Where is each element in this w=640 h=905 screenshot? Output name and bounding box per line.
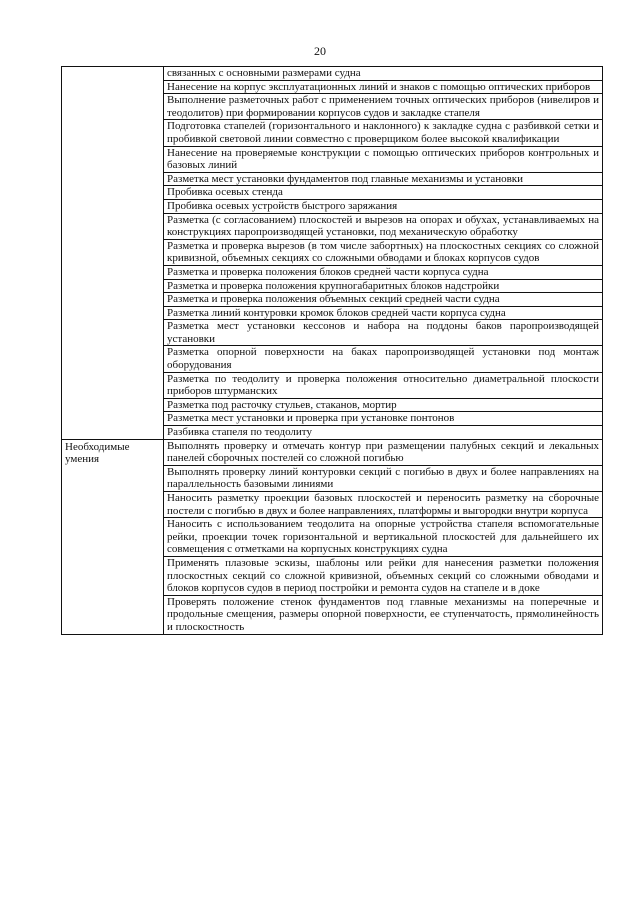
table-row [62, 439, 603, 465]
table-row [62, 67, 603, 81]
table-cell-text: Нанесение на проверяемые конструкции с помощью оптических приборов контрольных и базовых линий [164, 146, 603, 172]
table-cell-text: Наносить разметку проекции базовых плоскостей и переносить разметку на сборочные постели с погибью в двух и более направлениях, платформы и выгородки внутри корпуса [164, 492, 603, 518]
table-cell-text: связанных с основными размерами судна [164, 67, 603, 81]
table-cell-text: Разметка мест установки и проверка при установке понтонов [164, 412, 603, 426]
table-cell-text: Разметка мест установки фундаментов под главные механизмы и установки [164, 172, 603, 186]
table-cell-text: Разметка и проверка положения объемных секций средней части судна [164, 293, 603, 307]
table-cell-text: Применять плазовые эскизы, шаблоны или рейки для нанесения разметки положения плоскостных секций со сложной кривизной, объемных секций со сложными обводами и блоков корпусов судов в период постройки и ремонта судов на стапеле и в доке [164, 556, 603, 595]
table-cell-text: Разметка опорной поверхности на баках паропроизводящей установки под монтаж оборудования [164, 346, 603, 372]
table-cell-text: Разметка и проверка положения крупногабаритных блоков надстройки [164, 279, 603, 293]
row-group-label [62, 67, 164, 440]
table-cell-text: Пробивка осевых устройств быстрого заряжания [164, 199, 603, 213]
page-number: 20 [314, 44, 326, 58]
table-cell-text: Разметка и проверка вырезов (в том числе забортных) на плоскостных секциях со сложной кривизной, объемных секциях со сложными обводами и блоках корпусов судов [164, 239, 603, 265]
table-cell-text: Разметка линий контуровки кромок блоков средней части корпуса судна [164, 306, 603, 320]
table-cell-text: Разметка мест установки кессонов и набора на поддоны баков паропроизводящей установки [164, 320, 603, 346]
row-group-label: Необходимые умения [62, 439, 164, 634]
table-cell-text: Проверять положение стенок фундаментов под главные механизмы на поперечные и продольные смещения, размеры опорной поверхности, ее ступенчатость, прямолинейность и плоскостность [164, 595, 603, 634]
table-cell-text: Наносить с использованием теодолита на опорные устройства стапеля вспомогательные рейки, проекции точек горизонтальной и вертикальной плоскостей для дальнейшего их совмещения с отметками на корпусных конструкциях судна [164, 518, 603, 557]
table-cell-text: Выполнять проверку и отмечать контур при размещении палубных секций и лекальных панелей сборочных постелей со сложной погибью [164, 439, 603, 465]
table-cell-text: Пробивка осевых стенда [164, 186, 603, 200]
table-cell-text: Разбивка стапеля по теодолиту [164, 426, 603, 440]
requirements-table-body [62, 67, 603, 635]
table-cell-text: Нанесение на корпус эксплуатационных линий и знаков с помощью оптических приборов [164, 80, 603, 94]
table-cell-text: Разметка и проверка положения блоков средней части корпуса судна [164, 265, 603, 279]
table-cell-text: Разметка (с согласованием) плоскостей и вырезов на опорах и обухах, устанавливаемых на конструкциях паропроизводящей установки, под механическую обработку [164, 213, 603, 239]
table-cell-text: Выполнение разметочных работ с применением точных оптических приборов (нивелиров и теодолитов) при формировании корпусов судов и закладке стапеля [164, 94, 603, 120]
table-cell-text: Разметка по теодолиту и проверка положения относительно диаметральной плоскости приборов штурманских [164, 372, 603, 398]
table-cell-text: Подготовка стапелей (горизонтального и наклонного) к закладке судна с разбивкой сетки и пробивкой световой линии совместно с проверщиком более высокой квалификации [164, 120, 603, 146]
table-cell-text: Выполнять проверку линий контуровки секций с погибью в двух и более направлениях на параллельность базовыми линиями [164, 465, 603, 491]
table-cell-text: Разметка под расточку стульев, стаканов, мортир [164, 398, 603, 412]
requirements-table [61, 66, 603, 635]
